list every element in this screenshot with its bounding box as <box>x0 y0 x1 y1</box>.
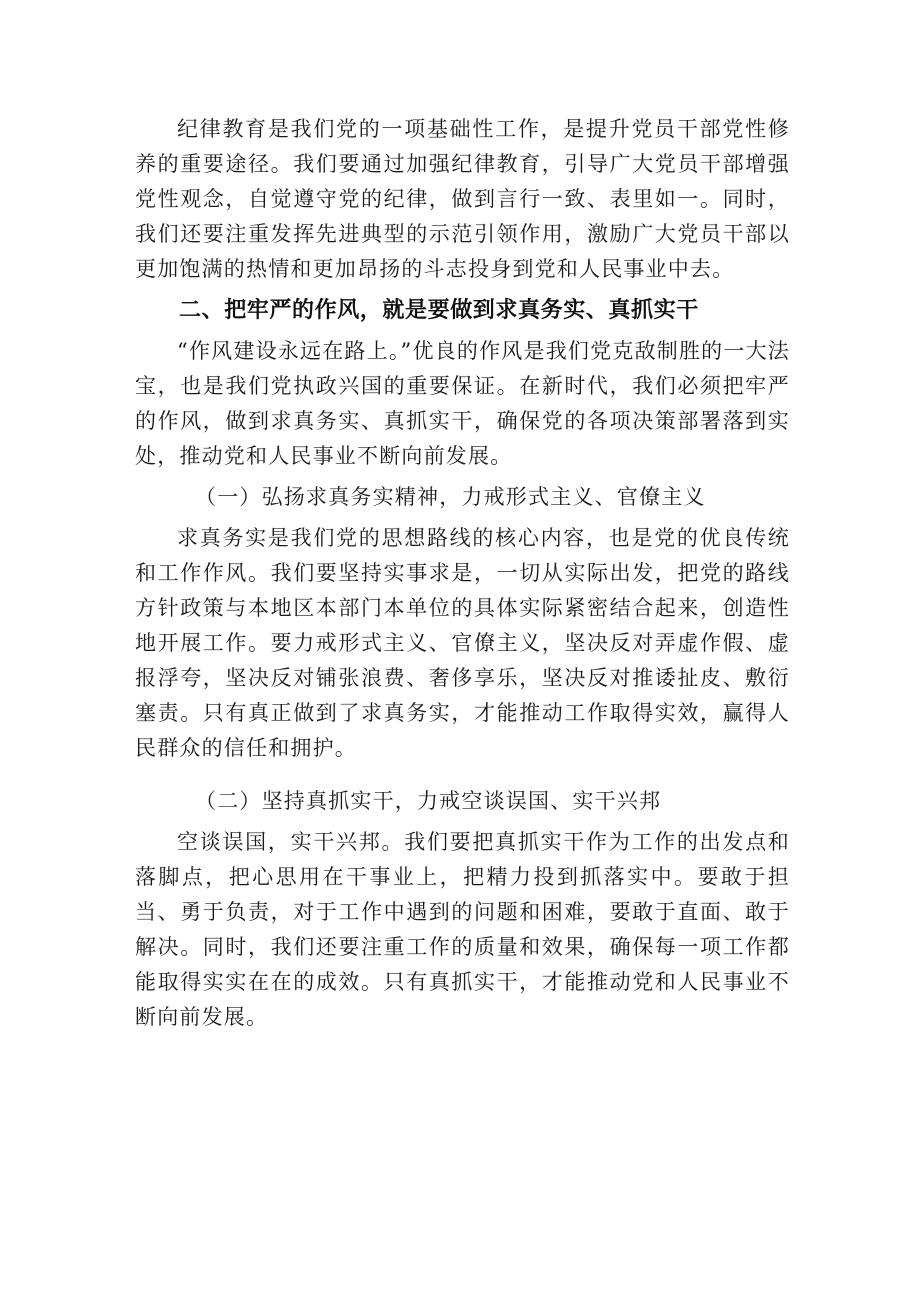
document-body <box>135 112 790 1035</box>
paragraph-discipline-education: 纪律教育是我们党的一项基础性工作，是提升党员干部党性修养的重要途径。我们要通过加强纪律教育，引导广大党员干部增强党性观念，自觉遵守党的纪律，做到言行一致、表里如一。同时，我们还要注重发挥先进典型的示范引领作用，激励广大党员干部以更加饱满的热情和更加昂扬的斗志投身到党和人民事业中去。 <box>135 117 790 281</box>
paragraph-work-style: “作风建设永远在路上。”优良的作风是我们党克敌制胜的一大法宝，也是我们党执政兴国的重要保证。在新时代，我们必须把牢严的作风，做到求真务实、真抓实干，确保党的各项决策部署落到实处，推动党和人民事业不断向前发展。 <box>135 339 790 468</box>
section-heading-2: 二、把牢严的作风，就是要做到求真务实、真抓实干 <box>179 298 699 323</box>
subheading-1: （一）弘扬求真务实精神，力戒形式主义、官僚主义 <box>195 485 706 509</box>
subheading-2: （二）坚持真抓实干，力戒空谈误国、实干兴邦 <box>195 789 662 813</box>
spacer <box>135 766 790 784</box>
paragraph-seek-truth: 求真务实是我们党的思想路线的核心内容，也是党的优良传统和工作作风。我们要坚持实事求是，一切从实际出发，把党的路线方针政策与本地区本部门本单位的具体实际紧密结合起来，创造性地开展工作。要力戒形式主义、官僚主义，坚决反对弄虚作假、虚报浮夸，坚决反对铺张浪费、奢侈享乐，坚决反对推诿扯皮、敷衍塞责。只有真正做到了求真务实，才能推动工作取得实效，赢得人民群众的信任和拥护。 <box>135 526 790 760</box>
paragraph-hard-work: 空谈误国，实干兴邦。我们要把真抓实干作为工作的出发点和落脚点，把心思用在干事业上，把精力投到抓落实中。要敢于担当、勇于负责，对于工作中遇到的问题和困难，要敢于直面、敢于解决。同时，我们还要注重工作的质量和效果，确保每一项工作都能取得实实在在的成效。只有真抓实干，才能推动党和人民事业不断向前发展。 <box>135 830 790 1029</box>
